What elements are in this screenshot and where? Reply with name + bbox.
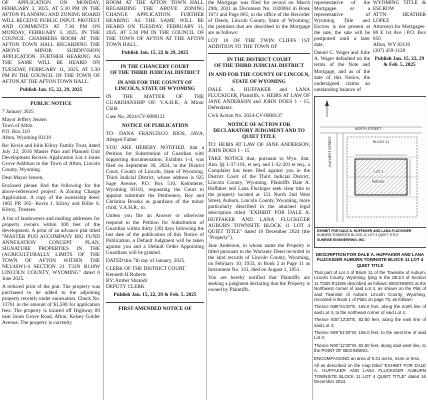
title-block — [315, 227, 426, 247]
mortgage-notice-text: representative of the Mortgagee or a representative of Wyoming Title and Escrow is not present at the sale, the sale will be postponed until a later date. — [314, 0, 370, 49]
court-heading: IN AND FOR THE COUNTY OF LINCOLN, STATE OF WYOMING — [114, 79, 196, 92]
notice-heading: FIRST AMENDED NOTICE OF — [118, 306, 192, 313]
column-4-top — [314, 0, 426, 95]
notice-title: NOTICE OF ACTION FOR DECLARATORY JUDGMENT AND TO QUIET TITLE — [213, 121, 305, 140]
zoning-hearing-notice-text: OF APPLICATION ON MONDAY, FEBRUARY 3, 2025, AT 5:30 PM IN THE AFTON PLANNING AND ZONING BOARD WILL RECEIVE PUBLIC INPUT. PROTEST AND COMMENTS AT 7:30 PM ON MONDAY, FEBRUARY 3, 2025, IN THE COUNCIL CHAMBERS ROOM AT THE AFTON TOWN HALL REGARDING THE ABOVE MINOR SUBDIVISION APPLICATION. FURTHER HEARING AS THE SAME WILL BE HEARD ON TUESDAY, FEBRUARY 11, 2025, AT 5:30 PM IN THE COUNCIL OF THE TOWN OF AFTON AT THE AFTON TOWN HALL. — [2, 0, 100, 85]
legal-description: All as described on the map titled "EXHIBIT FOR DALE A. HUFFAKER AND LANA FLUCKIGER AUBURN TOWNSITE BLOCK 11 LOT 4 QUIET TITLE" dated 16 December 2024. — [314, 363, 426, 385]
notice-recipient: TO: DANA FRANCISCO RIOS, JAVA, Alleged Father — [106, 130, 204, 143]
letter-body: A reduced print of the plat. The property was purchased to be added to the adjoining property recently under annexation. Check No. 13761 in the amount of $1,500 for application fees. The property is located off Highway 89 near Jones Grove Road, Afton, Kelsey Golder Avenue. The property is currently — [2, 284, 100, 327]
letter-subject: Re: Kevin and Julie Kilroy Family Trust, dated July 22, 2016 Master Plan and Planned Unit Development Review Application Lot 4 Jones Grove Addition to the Town of Afton, Lincoln County, Wyoming. — [2, 142, 100, 174]
notice-body: You are hereby notified that Plaintiffs are seeking a judgment declaring that the Property is owned by Plaintiffs. — [208, 274, 310, 294]
surveyor-name: SUNRISE ENGINEERING, INC. — [317, 237, 366, 242]
parcel-label: PARCEL — [372, 179, 386, 184]
street-label: NORTH STREET — [355, 126, 382, 131]
court-heading: OF THE THIRD JUDICIAL DISTRICT — [214, 63, 304, 70]
lot-label: LOT 4 — [374, 169, 384, 174]
notice-heading: PUBLIC NOTICE — [30, 100, 72, 107]
court-heading: OF THE THIRD JUDICIAL DISTRICT — [110, 70, 200, 77]
notice-body: YOU ARE HEREBY NOTIFIED, that a Petition for Substitution of Guardian with supporting documentation, Exhibits 1-4, was filed on September 30, 2024, in the District Court, County of Lincoln, State of Wyoming, Third Judicial District, whose address is 925 Sage Avenue, P.O. Box 510, Kemmerer, Wyoming 83101, requesting the Court to appoint substitute the Petitioners, Rey and Christina Brooks as guardians of the minor child, V.A.H.R., to. — [106, 144, 204, 212]
dated-line: DATED this 7th day of January, 2025. — [106, 257, 186, 264]
letter-date: 7 January 2025 — [2, 108, 34, 115]
court-heading: IN AND FOR THE COUNTY OF LINCOLN, STATE OF WYOMING — [208, 72, 310, 85]
legal-description: Thence N89°51'20"E, 165.0 feet, along the north line of said Lot 4, to the northeast corner of said Lot 4; — [314, 304, 426, 315]
attorney-line: (307) 459-1120 — [373, 48, 406, 55]
block-label: BLOCK 11 — [373, 139, 389, 144]
divider — [106, 60, 204, 61]
legal-description: ENCOMPASSING an area of 0.31 acres, more or less. — [314, 355, 421, 361]
description-title: DESCRIPTION FOR DALE A. HUFFAKER AND LANA FLUCKIGER AUBURN TOWNSITE BLOCK 11 LOT 4 QUIET TITLE — [315, 251, 425, 268]
publish-dates: Publish Jan. 15, 22 & 29, 2025 — [121, 50, 189, 57]
notice-recipient: TO: HEIRS AT LAW OF JANE ANDERSON, JOHN DOES 1 - 15 — [208, 141, 310, 154]
lot-description: LOT 10 OF THE TWIN CLIFFS 1ST ADDITION TO THE TOWN OF — [208, 38, 310, 51]
legal-description: Thence S00°12'20"E, 82.50 feet, along the east line of said Lot 4; — [314, 317, 426, 328]
mortgage-notice-text: the Mortgage was filed for record on March 29th, 2021 as Document No. 1020064 in Book 1071 and Page 865, in the office of the Recorder of Deeds, Lincoln County, State of Wyoming; the premises that are described in the Mortgage are as follows: — [208, 0, 310, 37]
legal-description: Thence S89°51'20"W, 165.0 feet, to the west line of said Lot 4; — [314, 329, 426, 341]
deputy-title: DEPUTY CLERK — [106, 283, 145, 290]
attorney-line: 80 E 1st Ave | P.O. Box 850 — [373, 30, 426, 43]
attorney-line: Attorneys for Mortgagee — [373, 24, 425, 31]
publish-dates: Publish Jan. 15, 22, 29 & Feb. 5, 2025 — [113, 292, 197, 299]
notice-body: Unless you file an Answer or otherwise respond to the Petition for Substitution of Guardian within thirty (30) days following the last date of the publication of this Notice of Publication, a Default Judgment will be taken against you and a Default Order Appointing Guardians will be granted. — [106, 213, 204, 256]
publish-dates: Publish Jan. 15, 22, 29, 2025 — [19, 86, 83, 93]
court-heading: IN THE DISTRICT COURT — [226, 57, 292, 64]
clerk-name: Kenneth H Roberts — [106, 271, 147, 278]
deputy-signature: BY: Amber Sbrandi — [106, 277, 148, 284]
notice-title: NOTICE OF PUBLICATION — [121, 122, 189, 129]
column-divider — [206, 0, 207, 400]
divider — [106, 302, 204, 303]
clerk-title: CLERK OF THE DISTRICT COURT — [106, 265, 186, 272]
north-arrow-icon — [325, 100, 329, 117]
zoning-hearing-notice-text: ROOM AT THE AFTON TOWN HALL REGARDING THE ABOVE ZONING CHANGE APPLICATION. FURTHER HEARING AS THE SAME WILL BE HEARD ON TUESDAY, FEBRUARY 11, 2025, AT 5:30 PM IN THE COUNCIL OF THE TOWN OF AFTON AT THE AFTON TOWN HALL. — [106, 0, 204, 49]
column-divider — [103, 0, 104, 400]
attorney-line: ATTN: HEATHER LOPEZ — [373, 12, 426, 25]
mortgage-notice-text: Daniel C. Wager and Julie A. Wager defaulted on the terms of the Note and Mortgage, and as of the date of this Notice, the undersigned claims an outstanding balance of — [314, 50, 370, 93]
case-number: Case No. 2024-CV-0000121 — [106, 113, 166, 120]
divider — [208, 53, 310, 54]
letter-body: Enclosed please find the following for the above-referenced project: A Zoning Change Application. A copy of the ownership deed: 1065 PR 365- Kevin J. Kilroy and Billie S. Kilroy, Trustees. — [2, 183, 100, 214]
notice-body: TAKE NOTICE that, pursuant to Wyo. Stat. Ann. §§ 1-37-101, et seq. and 1-32-201 et seq., a Complaint has been filed against you in the District Court of the Third Judicial District, Lincoln County, Wyoming. Plaintiffs Dale A. Huffaker and Lana Fluckiger seek clear title to the property located at 151 North 2nd West Street, Auburn, Lincoln County, Wyoming, more particularly described in the attached legal description titled "EXHIBIT FOR DALE A. HUFFAKER AND LANA FLUCKIGER AUBURN TOWNSITE BLOCK 11 LOT 4 QUIET TITLE" dated 16 December 2024 (the "Property"). — [208, 156, 310, 241]
divider — [2, 97, 100, 98]
column-2 — [106, 0, 204, 400]
letter-address-line: Mayor Jeffery Jensen — [2, 116, 47, 123]
attorney-line: WYOMING TITLE & ESCROW — [373, 0, 426, 13]
notice-body: Jane Anderson, in whose name the Property is titled pursuant to the Warranty Deed recorded in the land records of Lincoln County, Wyoming, on February 10, 1933, in Book 2 at Page 11 as Instrument No. 141, died on August 1, 1951. — [208, 242, 310, 273]
column-3 — [208, 0, 310, 400]
column-divider — [312, 0, 313, 400]
survey-exhibit-map — [314, 96, 426, 248]
letter-address-line: P.O. Box 310 — [2, 128, 30, 135]
letter-address-line: Afton, Wyoming 83110 — [2, 134, 52, 141]
letter-salutation: Dear Mayor Jensen, — [2, 175, 44, 182]
legal-description: Thence N00°12'20"W, 82.50 feet, along said west line, to the POINT OF BEGINNING. — [314, 342, 426, 354]
street-label: 2nd WEST STREET — [328, 136, 332, 167]
legal-description: That part of Lot 4 of Block 11 of the Townsite of Auburn, Lincoln County, Wyoming, lying in the SE1/4 of Section 11 T32N R119W described as follows: BEGINNING at the Northwest corner of said Lot 4, as shown on the Plat of said Townsite of Auburn Lincoln County, Wyoming, recorded in Book 1 of Plats on page 75, as follows: — [314, 269, 426, 302]
mortgage-notice-continued — [314, 0, 370, 95]
case-parties: DALE A. HUFFAKER and LANA FLUCKIGER, Plaintiffs, v. HEIRS AT LAW OF JANE ANDERSON and JOHN DOES 1 - 15, Defendants. — [208, 86, 310, 111]
column-1 — [2, 0, 100, 400]
attorney-line: Afton, WY 83110 — [373, 42, 411, 49]
publish-dates: Publish Jan. 15, 22, 29 & Feb. 5, 2025 — [374, 56, 425, 69]
case-number: Civil Action No. 2024-CV-0000137 — [208, 112, 283, 119]
column-4 — [314, 0, 426, 400]
exhibit-title: EXHIBIT FOR DALE A. HUFFAKER AND LANA FLUCKIGER — [317, 228, 412, 233]
letter-body: A list of landowners and mailing addresses for property owners within 300 feet of the development. A print of an advance plat titled "MASTER PUD ACCOMPANY BIG FUND ANNEXATION CONCEPT PLAN, SIGNATURE PROPERTIES IN THE (AGRICULTURALLY LIMITS OF THE TOWN OF AFTON WITHIN THE NE1/4SW1/4 SECTION 21 T32N R118W LINCOLN COUNTY, WYOMING" dated 6 June 2025. — [2, 215, 100, 282]
case-caption: IN THE MATTER OF THE GUARDIANSHIP OF: V.A.H.R., A Minor Child — [106, 93, 204, 112]
court-heading: IN THE CHANCERY COURT — [120, 64, 190, 71]
letter-address-line: Town of Afton — [2, 122, 33, 129]
attorney-block — [373, 0, 426, 95]
parcel-boundary — [355, 159, 407, 195]
exhibit-subtitle: AUBURN TOWNSITE BLOCK 11 LOT 4 QUIET TITLE — [317, 232, 399, 237]
